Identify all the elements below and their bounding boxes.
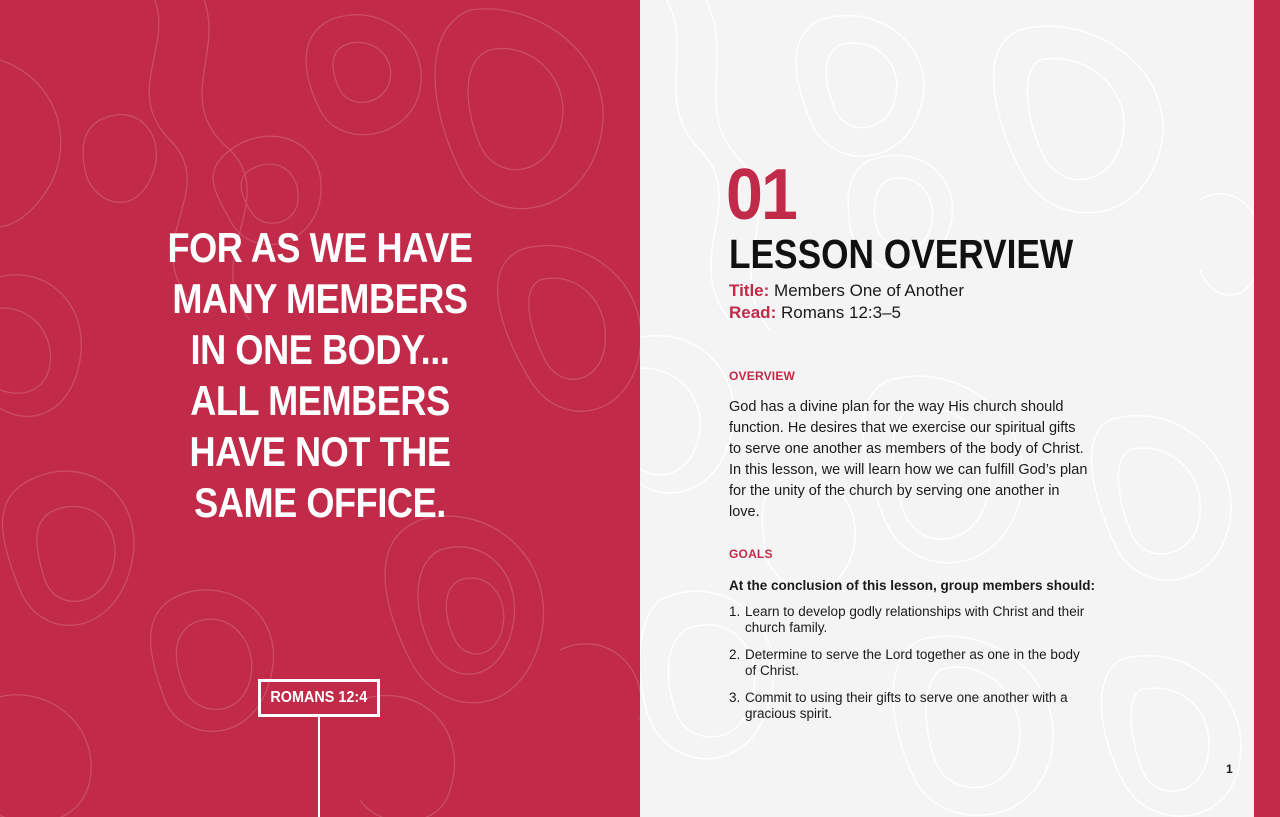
goal-text: Commit to using their gifts to serve one another with a gracious spirit. (745, 690, 1068, 721)
title-label: Title: (729, 281, 770, 300)
lesson-number: 01 (726, 155, 797, 235)
page-number: 1 (1226, 762, 1233, 776)
lesson-title-row (729, 280, 964, 302)
title-value: Members One of Another (774, 281, 964, 300)
goal-item (729, 647, 1089, 679)
quote-line: MANY MEMBERS (172, 275, 468, 322)
goal-text: Learn to develop godly relationships with Christ and their church family. (745, 604, 1085, 635)
scripture-reference: ROMANS 12:4 (270, 689, 368, 706)
read-label: Read: (729, 303, 777, 322)
read-value: Romans 12:3–5 (780, 303, 901, 322)
overview-text: God has a divine plan for the way His church should function. He desires that we exercise our spiritual gifts to serve one another as members of the body of Christ. In this lesson, we will learn how we can fulfill God’s plan for the unity of the church by serving one another in love. (729, 399, 1088, 520)
goal-item (729, 690, 1089, 722)
goal-item (729, 604, 1089, 636)
lesson-read-row (729, 302, 901, 324)
goals-list (729, 604, 1089, 733)
scripture-reference-box (258, 679, 380, 717)
reference-connector-line (318, 717, 320, 817)
right-edge-bar (1254, 0, 1280, 817)
quote-line: SAME OFFICE. (194, 479, 446, 526)
lesson-heading: LESSON OVERVIEW (729, 231, 1074, 277)
quote-line: HAVE NOT THE (189, 428, 451, 475)
goals-intro: At the conclusion of this lesson, group members should: (729, 578, 1096, 593)
goal-number: 3. (729, 690, 741, 705)
overview-heading: OVERVIEW (729, 369, 796, 383)
scripture-quote (165, 222, 475, 528)
goal-number: 2. (729, 647, 741, 662)
goal-text: Determine to serve the Lord together as one in the body of Christ. (745, 647, 1080, 678)
quote-line: ALL MEMBERS (190, 377, 450, 424)
goals-heading: GOALS (729, 547, 773, 561)
goal-number: 1. (729, 604, 741, 619)
quote-line: IN ONE BODY... (190, 326, 450, 373)
quote-line: FOR AS WE HAVE (167, 224, 473, 271)
